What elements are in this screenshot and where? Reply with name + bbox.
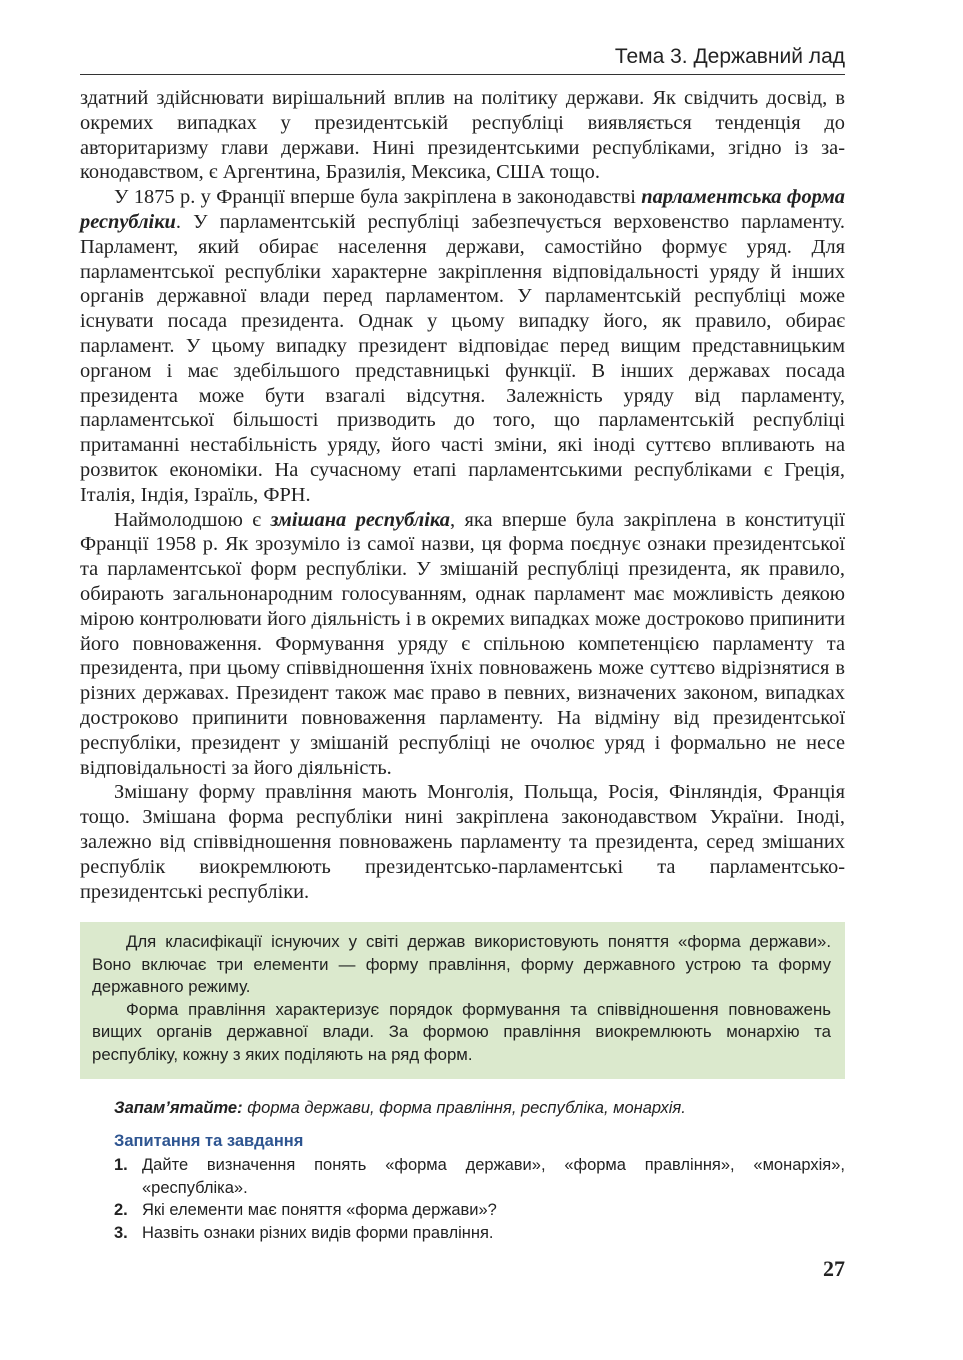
question-text: Назвіть ознаки різних видів форми правління.: [142, 1223, 494, 1242]
question-number: 2.: [114, 1201, 128, 1219]
paragraph-1: [80, 86, 845, 185]
paragraph-text: здатний здійснювати вирішальний вплив на політику держави. Як свідчить досвід, в окремих випадках у президентській республіці виявляється тенденція до авторитаризму глави держави. Нині президентськими республіками, згідно із законодавством, є Аргентина, Бразилія, Мексика, США тощо.: [80, 87, 845, 184]
questions-list: [114, 1154, 845, 1244]
question-number: 3.: [114, 1223, 128, 1242]
summary-paragraph-2: Форма правління характеризує порядок формування та співвідношення повноважень вищих органів державної влади. За формою правління виокремлюють монархію та республіку, кожну з яких поділяють на ряд форм.: [92, 999, 831, 1064]
summary-paragraph-1: Для класифікації існуючих у світі держав використовують поняття «форма держави». Воно включає три елементи — форму правління, форму державного устрою та форму державного режиму.: [92, 932, 831, 996]
question-text: Дайте визначення понять «форма держави», «форма правління», «монархія», «республіка».: [142, 1156, 845, 1197]
questions-heading: Запитання та завдання: [114, 1132, 304, 1150]
list-item: [114, 1222, 845, 1245]
paragraph-text: Наймолодшою є: [114, 508, 271, 531]
key-term: змішана республіка: [270, 508, 450, 531]
paragraph-text: . У парламентській республіці забезпечується верховенство парламенту. Парламент, який обирає населення держави, самостійно формує уряд. Для парламентської республіки характерне закріплення відповідальності уряду й інших органів державної влади перед парламентом. У парламентській республіці може існувати посада президента. Однак у цьому випадку його, як правило, обирає парламент. У цьому випадку президент відповідає перед вищим представницьким органом і має здебільшого представницькі функції. В інших державах посада президента може бути взагалі відсутня. Залежність уряду від парламенту, парламентської більшості призводить до того, що парламентській республіці притаманні нестабільність уряду, його часті зміни, які іноді суттєво впливають на розвиток економіки. На сучасному етапі парламентськими республіками є Греція, Італія, Індія, Ізраїль, ФРН.: [80, 210, 845, 506]
chapter-title: Тема 3. Державний лад: [614, 45, 845, 68]
paragraph-2: [80, 185, 845, 507]
main-text: [80, 86, 845, 904]
running-header: [80, 44, 845, 75]
question-number: 1.: [114, 1156, 128, 1174]
list-item: [114, 1199, 845, 1222]
paragraph-4: [80, 780, 845, 904]
question-text: Які елементи має поняття «форма держави»?: [142, 1201, 497, 1219]
paragraph-text: У 1875 р. у Франції вперше була закріплена в законодавстві: [114, 186, 642, 209]
remember-label: Запам’ятайте:: [114, 1099, 243, 1117]
remember-terms: форма держави, форма правління, республіка, монархія.: [247, 1099, 686, 1117]
paragraph-text: , яка вперше була закріплена в конституції Франції 1958 р. Як зрозуміло із самої назви, ця форма поєднує ознаки президентської та парламентської форм республіки. У змішаній республіці президента, як правило, обирають загальнонародним голосуванням, однак парламент має можливість деякою мірою контролювати його діяльність і в окремих випадках може достроково припинити його повноваження. Формування уряду є спільною компетенцією парламенту та президента, при цьому співвідношення їхніх повноважень може суттєво відрізнятися в різних державах. Президент також має право в певних, визначених законом, випадках достроково припинити повноваження парламенту. На відміну від президентської республіки, президент у змішаній республіці не очолює уряд і формально не несе відповідальності за його діяльність.: [80, 508, 845, 779]
page-number: 27: [823, 1256, 845, 1281]
remember-line: [114, 1097, 845, 1119]
paragraph-3: [80, 508, 845, 781]
summary-box: [80, 922, 845, 1079]
key-term: парламентська форма республіки: [80, 186, 845, 233]
paragraph-text: Змішану форму правління мають Монголія, Польща, Росія, Фінляндія, Франція тощо. Змішана форма республіки нині закріплена законодавством України. Іноді, залежно від співвідношення повноважень парламенту та президента, серед змішаних республік виокремлюють президентсько-парламентські та парламентсько-президентські республіки.: [80, 781, 845, 903]
list-item: [114, 1154, 845, 1199]
